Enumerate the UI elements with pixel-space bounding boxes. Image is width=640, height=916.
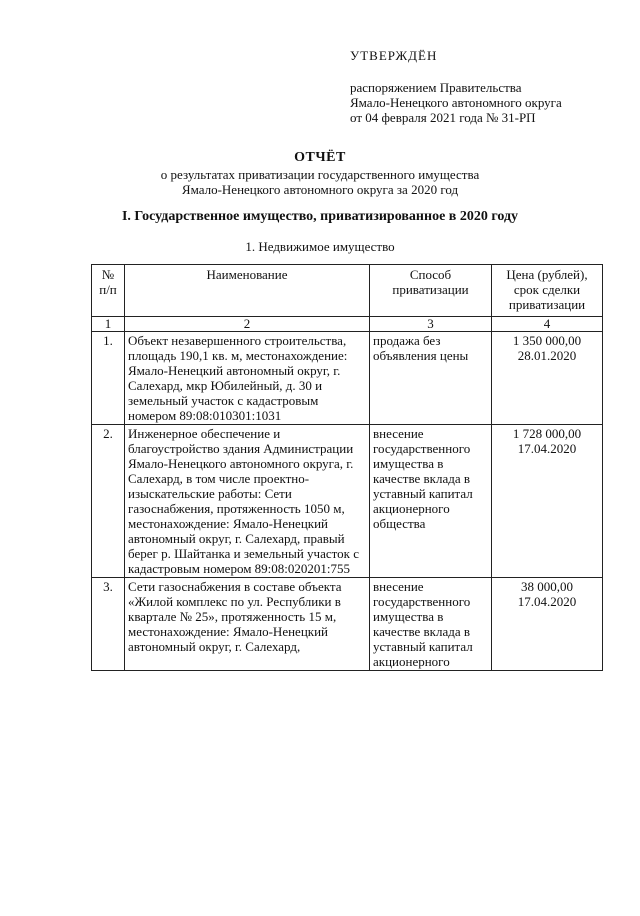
- row-name: Инженерное обеспечение и благоустройство здания Администрации Ямало-Ненецкого автономного округа, г. Салехард, в том числе проектно-изыскательские работы: Сети газоснабжения, протяженность 1050 м, местонахождение: Ямало-Ненецкий автономный округ, г. Салехард, правый берег р. Шайтанка и земельный участок с кадастровым номером 89:08:020201:755: [125, 425, 370, 578]
- report-subtitle-line: о результатах приватизации государственного имущества: [160, 167, 480, 182]
- row-price: 38 000,00: [521, 579, 573, 594]
- row-price-cell: [492, 578, 603, 671]
- row-method: внесение государственного имущества в качестве вклада в уставный капитал акционерного общества: [370, 425, 492, 578]
- column-number: 4: [492, 317, 603, 332]
- row-price: 1 350 000,00: [512, 333, 582, 348]
- row-date: 17.04.2020: [517, 594, 577, 609]
- row-date: 17.04.2020: [517, 441, 577, 456]
- column-number: 1: [92, 317, 125, 332]
- privatization-table: [91, 264, 603, 671]
- page-cut-mask: [80, 696, 620, 916]
- row-name: Объект незавершенного строительства, площадь 190,1 кв. м, местонахождение: Ямало-Ненецкий автономный округ, г. Салехард, мкр Юбилейный, д. 30 и земельный участок с кадастровым номером 89:08:010301:1031: [125, 332, 370, 425]
- header-name: Наименование: [125, 265, 370, 317]
- row-price-cell: [492, 425, 603, 578]
- section-title: I. Государственное имущество, приватизированное в 2020 году: [121, 209, 519, 224]
- approval-block: [350, 48, 562, 125]
- approval-line: Ямало-Ненецкого автономного округа: [350, 95, 562, 110]
- column-number-row: [92, 317, 603, 332]
- row-price-cell: [492, 332, 603, 425]
- row-number: 1.: [92, 332, 125, 425]
- column-number: 3: [370, 317, 492, 332]
- table-row: [92, 578, 603, 671]
- row-number: 2.: [92, 425, 125, 578]
- header-price: Цена (рублей), срок сделки приватизации: [492, 265, 603, 317]
- header-method: Способ приватизации: [370, 265, 492, 317]
- approval-line: распоряжением Правительства: [350, 80, 522, 95]
- report-subtitle-line: Ямало-Ненецкого автономного округа за 2020 год: [181, 182, 459, 197]
- subsection-title: 1. Недвижимое имущество: [245, 239, 395, 254]
- table-header-row: [92, 265, 603, 317]
- report-title: ОТЧЁТ: [294, 150, 346, 165]
- row-number: 3.: [92, 578, 125, 671]
- row-method: внесение государственного имущества в качестве вклада в уставный капитал акционерного: [370, 578, 492, 671]
- row-price: 1 728 000,00: [512, 426, 582, 441]
- row-date: 28.01.2020: [517, 348, 577, 363]
- report-subtitle: [0, 167, 640, 197]
- row-name: Сети газоснабжения в составе объекта «Жилой комплекс по ул. Республики в квартале № 25», протяженность 15 м, местонахождение: Ямало-Ненецкий автономный округ, г. Салехард,: [125, 578, 370, 671]
- table-row: [92, 332, 603, 425]
- approval-heading: УТВЕРЖДЁН: [350, 48, 438, 63]
- table-row: [92, 425, 603, 578]
- column-number: 2: [125, 317, 370, 332]
- header-num: № п/п: [92, 265, 125, 317]
- row-method: продажа без объявления цены: [370, 332, 492, 425]
- approval-line: от 04 февраля 2021 года № 31-РП: [350, 110, 536, 125]
